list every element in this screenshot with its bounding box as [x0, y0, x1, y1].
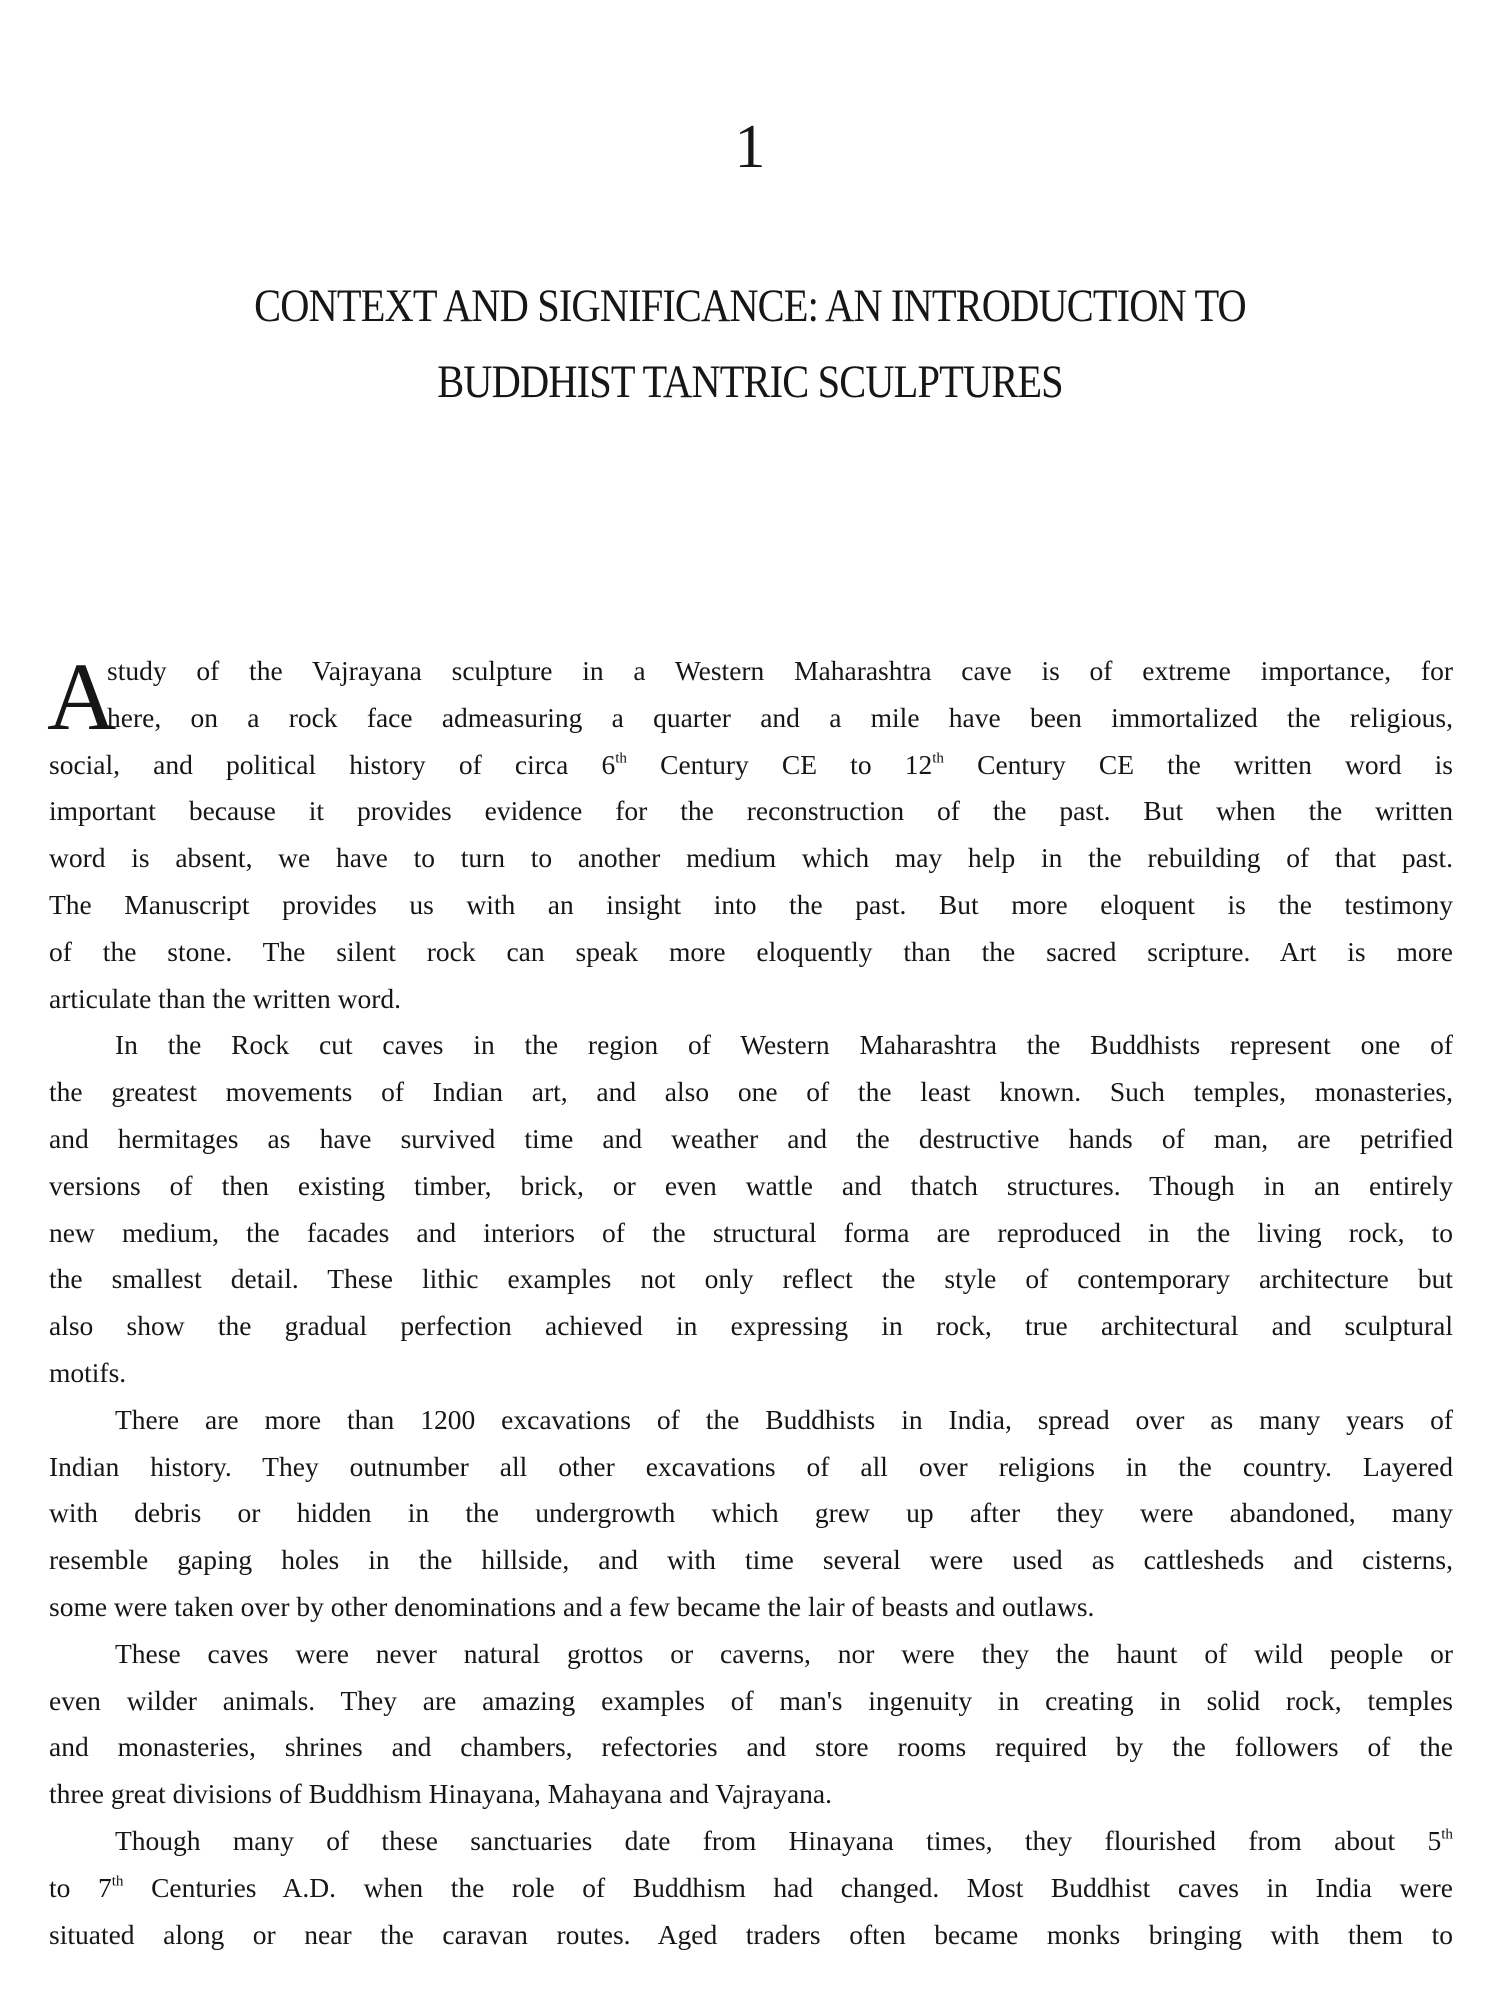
chapter-title-line: BUDDHIST TANTRIC SCULPTURES — [437, 356, 1063, 408]
text-line: the smallest detail. These lithic examples not only reflect the style of contemporary architecture but — [49, 1263, 1453, 1295]
ordinal-suffix: th — [1441, 1826, 1453, 1843]
text-line: situated along or near the caravan routes. Aged traders often became monks bringing with them to — [49, 1918, 1453, 1950]
text-line: here, on a rock face admeasuring a quarter and a mile have been immortalized the religious, — [107, 701, 1453, 733]
text-line: three great divisions of Buddhism Hinayana, Mahayana and Vajrayana. — [49, 1778, 833, 1810]
text-line: study of the Vajrayana sculpture in a Western Maharashtra cave is of extreme importance, for — [107, 655, 1453, 686]
drop-cap: A — [47, 643, 117, 750]
text-line: also show the gradual perfection achieved in expressing in rock, true architectural and sculptural — [49, 1310, 1453, 1342]
text-line: Indian history. They outnumber all other excavations of all over religions in the country. Layered — [49, 1450, 1453, 1482]
chapter-title — [105, 268, 1395, 420]
ordinal-suffix: th — [615, 750, 627, 767]
text-line: of the stone. The silent rock can speak more eloquently than the sacred scripture. Art is more — [49, 935, 1453, 967]
text-line: The Manuscript provides us with an insight into the past. But more eloquent is the testimony — [49, 888, 1453, 920]
text-line: These caves were never natural grottos or caverns, nor were they the haunt of wild people or — [115, 1637, 1453, 1669]
ordinal-suffix: th — [111, 1873, 124, 1890]
chapter-title-line: CONTEXT AND SIGNIFICANCE: AN INTRODUCTION TO — [254, 280, 1246, 332]
text-line: There are more than 1200 excavations of the Buddhists in India, spread over as many years of — [115, 1403, 1453, 1435]
text-line: some were taken over by other denominations and a few became the lair of beasts and outlaws. — [49, 1590, 1095, 1622]
paragraph — [49, 1397, 1453, 1631]
text-line: even wilder animals. They are amazing examples of man's ingenuity in creating in solid rock, temples — [49, 1684, 1453, 1716]
text-line: with debris or hidden in the undergrowth which grew up after they were abandoned, many — [49, 1497, 1453, 1529]
text-line: social, and political history of circa 6th Century CE to 12th Century CE the written word is — [49, 748, 1453, 780]
text-line: and hermitages as have survived time and weather and the destructive hands of man, are petrified — [49, 1122, 1453, 1154]
text-line: new medium, the facades and interiors of the structural forma are reproduced in the living rock, to — [49, 1216, 1453, 1248]
paragraph — [49, 1818, 1453, 1958]
ordinal-suffix: th — [932, 750, 944, 767]
body-text — [47, 643, 1453, 1958]
text-line: versions of then existing timber, brick, or even wattle and thatch structures. Though in an entirely — [49, 1169, 1453, 1201]
text-line: to 7th Centuries A.D. when the role of Buddhism had changed. Most Buddhist caves in India were — [49, 1871, 1453, 1903]
text-line: important because it provides evidence for the reconstruction of the past. But when the written — [49, 795, 1453, 827]
paragraph — [49, 1631, 1453, 1818]
text-line: articulate than the written word. — [49, 982, 402, 1014]
text-line: motifs. — [49, 1356, 127, 1388]
paragraph — [47, 643, 1453, 1022]
paragraph — [49, 1022, 1453, 1396]
text-line: the greatest movements of Indian art, and also one of the least known. Such temples, monasteries, — [49, 1076, 1453, 1108]
text-line: In the Rock cut caves in the region of Western Maharashtra the Buddhists represent one of — [115, 1029, 1453, 1061]
text-line: resemble gaping holes in the hillside, and with time several were used as cattlesheds and cisterns, — [49, 1544, 1453, 1576]
text-line: Though many of these sanctuaries date from Hinayana times, they flourished from about 5th — [115, 1824, 1453, 1856]
text-line: and monasteries, shrines and chambers, refectories and store rooms required by the followers of the — [49, 1731, 1453, 1763]
text-line: word is absent, we have to turn to another medium which may help in the rebuilding of that past. — [49, 842, 1453, 874]
chapter-number: 1 — [734, 113, 766, 181]
